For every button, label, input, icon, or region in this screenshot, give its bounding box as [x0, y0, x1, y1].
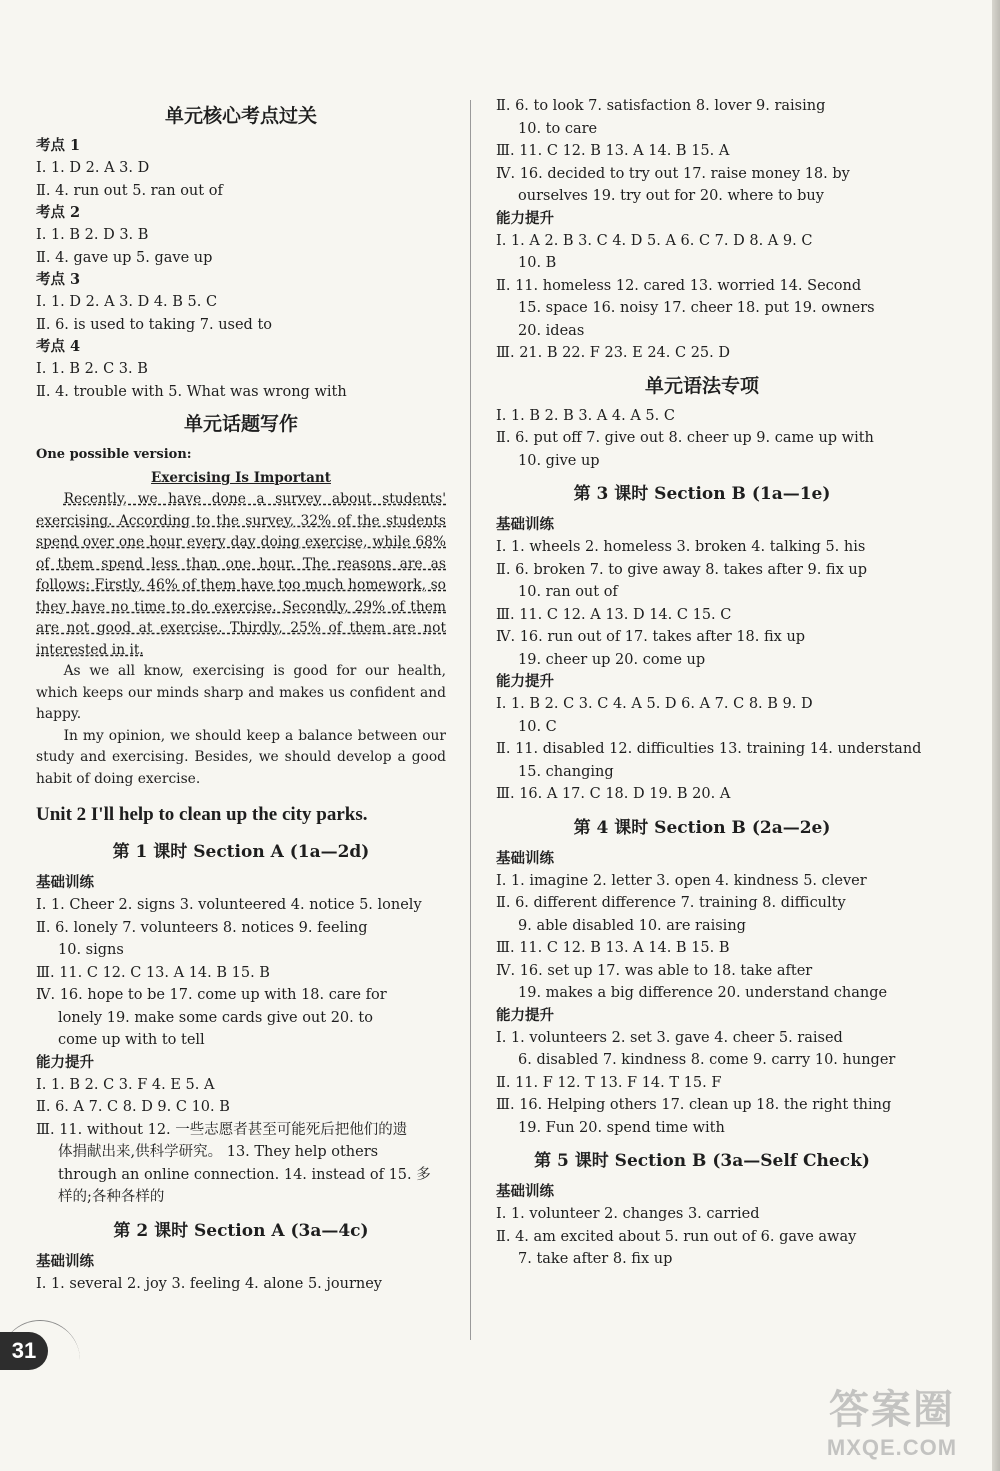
subheading: 能力提升: [496, 673, 554, 690]
answer-line: Ⅲ. 11. C 12. A 13. D 14. C 15. C: [496, 606, 732, 623]
watermark-url: MXQE.COM: [826, 1435, 958, 1460]
subheading: 基础训练: [496, 1183, 554, 1200]
answer-line: ourselves 19. try out for 20. where to buy: [518, 188, 824, 204]
answer-line: Ⅰ. 1. wheels 2. homeless 3. broken 4. talking 5. his: [496, 539, 866, 555]
answer-line: 10. signs: [58, 942, 124, 958]
lesson-heading: 第 3 课时 Section B (1a—1e): [573, 484, 831, 504]
subheading: 考点 1: [36, 137, 81, 154]
right-column: [496, 95, 922, 1271]
answer-line: Ⅱ. 6. to look 7. satisfaction 8. lover 9. raising: [496, 98, 826, 114]
subheading: 能力提升: [496, 209, 554, 227]
watermark: [802, 1378, 982, 1461]
subheading: 能力提升: [36, 1053, 94, 1071]
answer-line: Ⅰ. 1. B 2. B 3. A 4. A 5. C: [496, 407, 675, 424]
essay-paragraph-text: Recently, we have done a survey about students' exercising. According to the survey, 32% of the students spend over one hour every day doing exercise, while 68% of them spend less than one hour. The reasons are as follows: Firstly, 46% of them have too much homework, so they have no time to do exercise. Secondly, 29% of them are not good at exercise. Thirdly, 25% of them are not interested in it.: [36, 491, 446, 658]
section-heading: 单元话题写作: [183, 413, 298, 435]
answer-line: Ⅱ. 4. am excited about 5. run out of 6. gave away: [496, 1228, 857, 1245]
subheading: 考点 3: [36, 271, 81, 288]
answer-line: Ⅱ. 4. gave up 5. gave up: [36, 249, 213, 266]
answer-line: 15. space 16. noisy 17. cheer 18. put 19. owners: [518, 300, 875, 316]
answer-line: Ⅰ. 1. B 2. C 3. B: [36, 361, 148, 377]
answer-line: Ⅱ. 6. A 7. C 8. D 9. C 10. B: [36, 1099, 230, 1115]
essay-paragraph: [36, 489, 446, 661]
answer-line: Ⅱ. 11. disabled 12. difficulties 13. training 14. understand: [496, 741, 922, 757]
answer-line: through an online connection. 14. instead of 15. 多: [58, 1166, 431, 1183]
answer-line: 10. to care: [518, 120, 598, 137]
answer-line: Ⅲ. 21. B 22. F 23. E 24. C 25. D: [496, 345, 731, 361]
subheading: 基础训练: [36, 1252, 94, 1270]
page-edge-shadow: [992, 0, 1000, 1471]
lesson-heading: 第 1 课时 Section A (1a—2d): [112, 842, 370, 862]
answer-line: Ⅱ. 6. put off 7. give out 8. cheer up 9. came up with: [496, 430, 874, 446]
essay-title: Exercising Is Important: [151, 470, 331, 486]
answer-line: 10. ran out of: [518, 584, 618, 600]
answer-line: 10. C: [518, 718, 557, 735]
answer-line: 19. Fun 20. spend time with: [518, 1119, 725, 1136]
subheading: 考点 2: [36, 204, 81, 221]
answer-line: 10. B: [518, 255, 557, 271]
unit-title: Unit 2 I'll help to clean up the city parks.: [36, 804, 368, 825]
subheading: 基础训练: [496, 849, 554, 867]
page-number: 31: [0, 1332, 48, 1370]
essay-paragraph: As we all know, exercising is good for our health, which keeps our minds sharp and makes us confident and happy.: [36, 663, 446, 722]
answer-line: Ⅰ. 1. B 2. D 3. B: [36, 227, 149, 243]
answer-line: Ⅱ. 11. homeless 12. cared 13. worried 14. Second: [496, 277, 862, 294]
answer-line: Ⅲ. 16. Helping others 17. clean up 18. the right thing: [496, 1097, 892, 1113]
answer-line: Ⅰ. 1. D 2. A 3. D 4. B 5. C: [36, 294, 218, 310]
answer-line: 6. disabled 7. kindness 8. come 9. carry 10. hunger: [518, 1052, 896, 1068]
subheading: 能力提升: [496, 1006, 554, 1024]
lesson-heading: 第 5 课时 Section B (3a—Self Check): [534, 1151, 870, 1171]
answer-line: 样的;各种各样的: [58, 1189, 165, 1205]
answer-line: Ⅲ. 11. C 12. B 13. A 14. B 15. A: [496, 143, 730, 159]
left-column: [36, 95, 446, 1295]
column-divider: [470, 100, 471, 1340]
answer-line: come up with to tell: [58, 1032, 205, 1048]
answer-line: Ⅲ. 11. C 12. C 13. A 14. B 15. B: [36, 964, 270, 981]
answer-line: Ⅰ. 1. B 2. C 3. C 4. A 5. D 6. A 7. C 8. B 9. D: [496, 696, 813, 712]
answer-line: Ⅱ. 6. lonely 7. volunteers 8. notices 9. feeling: [36, 919, 368, 936]
watermark-logo: 答案圈: [829, 1387, 955, 1433]
answer-line: 10. give up: [518, 452, 600, 469]
answer-line: Ⅱ. 6. different difference 7. training 8. difficulty: [496, 895, 846, 911]
section-heading: 单元语法专项: [644, 374, 759, 397]
answer-line: Ⅰ. 1. several 2. joy 3. feeling 4. alone 5. journey: [36, 1275, 382, 1292]
answer-line: 20. ideas: [518, 322, 585, 339]
answer-line: Ⅳ. 16. hope to be 17. come up with 18. care for: [36, 987, 387, 1003]
lesson-heading: 第 2 课时 Section A (3a—4c): [113, 1220, 369, 1241]
answer-line: Ⅰ. 1. B 2. C 3. F 4. E 5. A: [36, 1076, 215, 1093]
answer-line: Ⅲ. 16. A 17. C 18. D 19. B 20. A: [496, 786, 731, 802]
answer-line: Ⅱ. 6. broken 7. to give away 8. takes after 9. fix up: [496, 561, 868, 578]
answer-line: 体捐献出来,供科学研究。 13. They help others: [58, 1144, 379, 1160]
answer-line: Ⅰ. 1. volunteer 2. changes 3. carried: [496, 1206, 760, 1222]
answer-line: Ⅱ. 6. is used to taking 7. used to: [36, 316, 273, 333]
essay-paragraph: In my opinion, we should keep a balance between our study and exercising. Besides, we should develop a good habit of doing exercise.: [36, 727, 446, 787]
answer-line: 19. cheer up 20. come up: [518, 651, 706, 668]
answer-line: Ⅰ. 1. Cheer 2. signs 3. volunteered 4. notice 5. lonely: [36, 897, 422, 913]
answer-line: 15. changing: [518, 763, 614, 780]
answer-line: Ⅰ. 1. A 2. B 3. C 4. D 5. A 6. C 7. D 8. A 9. C: [496, 232, 813, 249]
lesson-heading: 第 4 课时 Section B (2a—2e): [573, 817, 831, 838]
answer-line: Ⅱ. 4. run out 5. ran out of: [36, 182, 223, 199]
answer-line: Ⅳ. 16. run out of 17. takes after 18. fix up: [496, 629, 806, 645]
section-heading: 单元核心考点过关: [164, 105, 317, 127]
subheading: 基础训练: [36, 874, 94, 891]
answer-line: Ⅱ. 4. trouble with 5. What was wrong with: [36, 383, 347, 400]
subheading: 考点 4: [36, 338, 81, 355]
subheading: 基础训练: [496, 516, 554, 533]
answer-line: Ⅰ. 1. volunteers 2. set 3. gave 4. cheer 5. raised: [496, 1029, 843, 1046]
answer-line: Ⅲ. 11. without 12. 一些志愿者甚至可能死后把他们的遗: [36, 1121, 408, 1138]
answer-line: Ⅰ. 1. imagine 2. letter 3. open 4. kindness 5. clever: [496, 872, 867, 889]
answer-line: 7. take after 8. fix up: [518, 1251, 673, 1267]
answer-line: Ⅰ. 1. D 2. A 3. D: [36, 160, 150, 176]
answer-line: Ⅳ. 16. decided to try out 17. raise money 18. by: [496, 165, 850, 182]
answer-line: Ⅳ. 16. set up 17. was able to 18. take after: [496, 962, 813, 979]
answer-line: lonely 19. make some cards give out 20. to: [58, 1009, 373, 1026]
answer-line: Ⅲ. 11. C 12. B 13. A 14. B 15. B: [496, 940, 730, 956]
answer-line: Ⅱ. 11. F 12. T 13. F 14. T 15. F: [496, 1074, 722, 1091]
answer-line: 19. makes a big difference 20. understand change: [518, 985, 888, 1001]
essay-label: One possible version:: [36, 447, 192, 462]
answer-line: 9. able disabled 10. are raising: [518, 917, 746, 934]
